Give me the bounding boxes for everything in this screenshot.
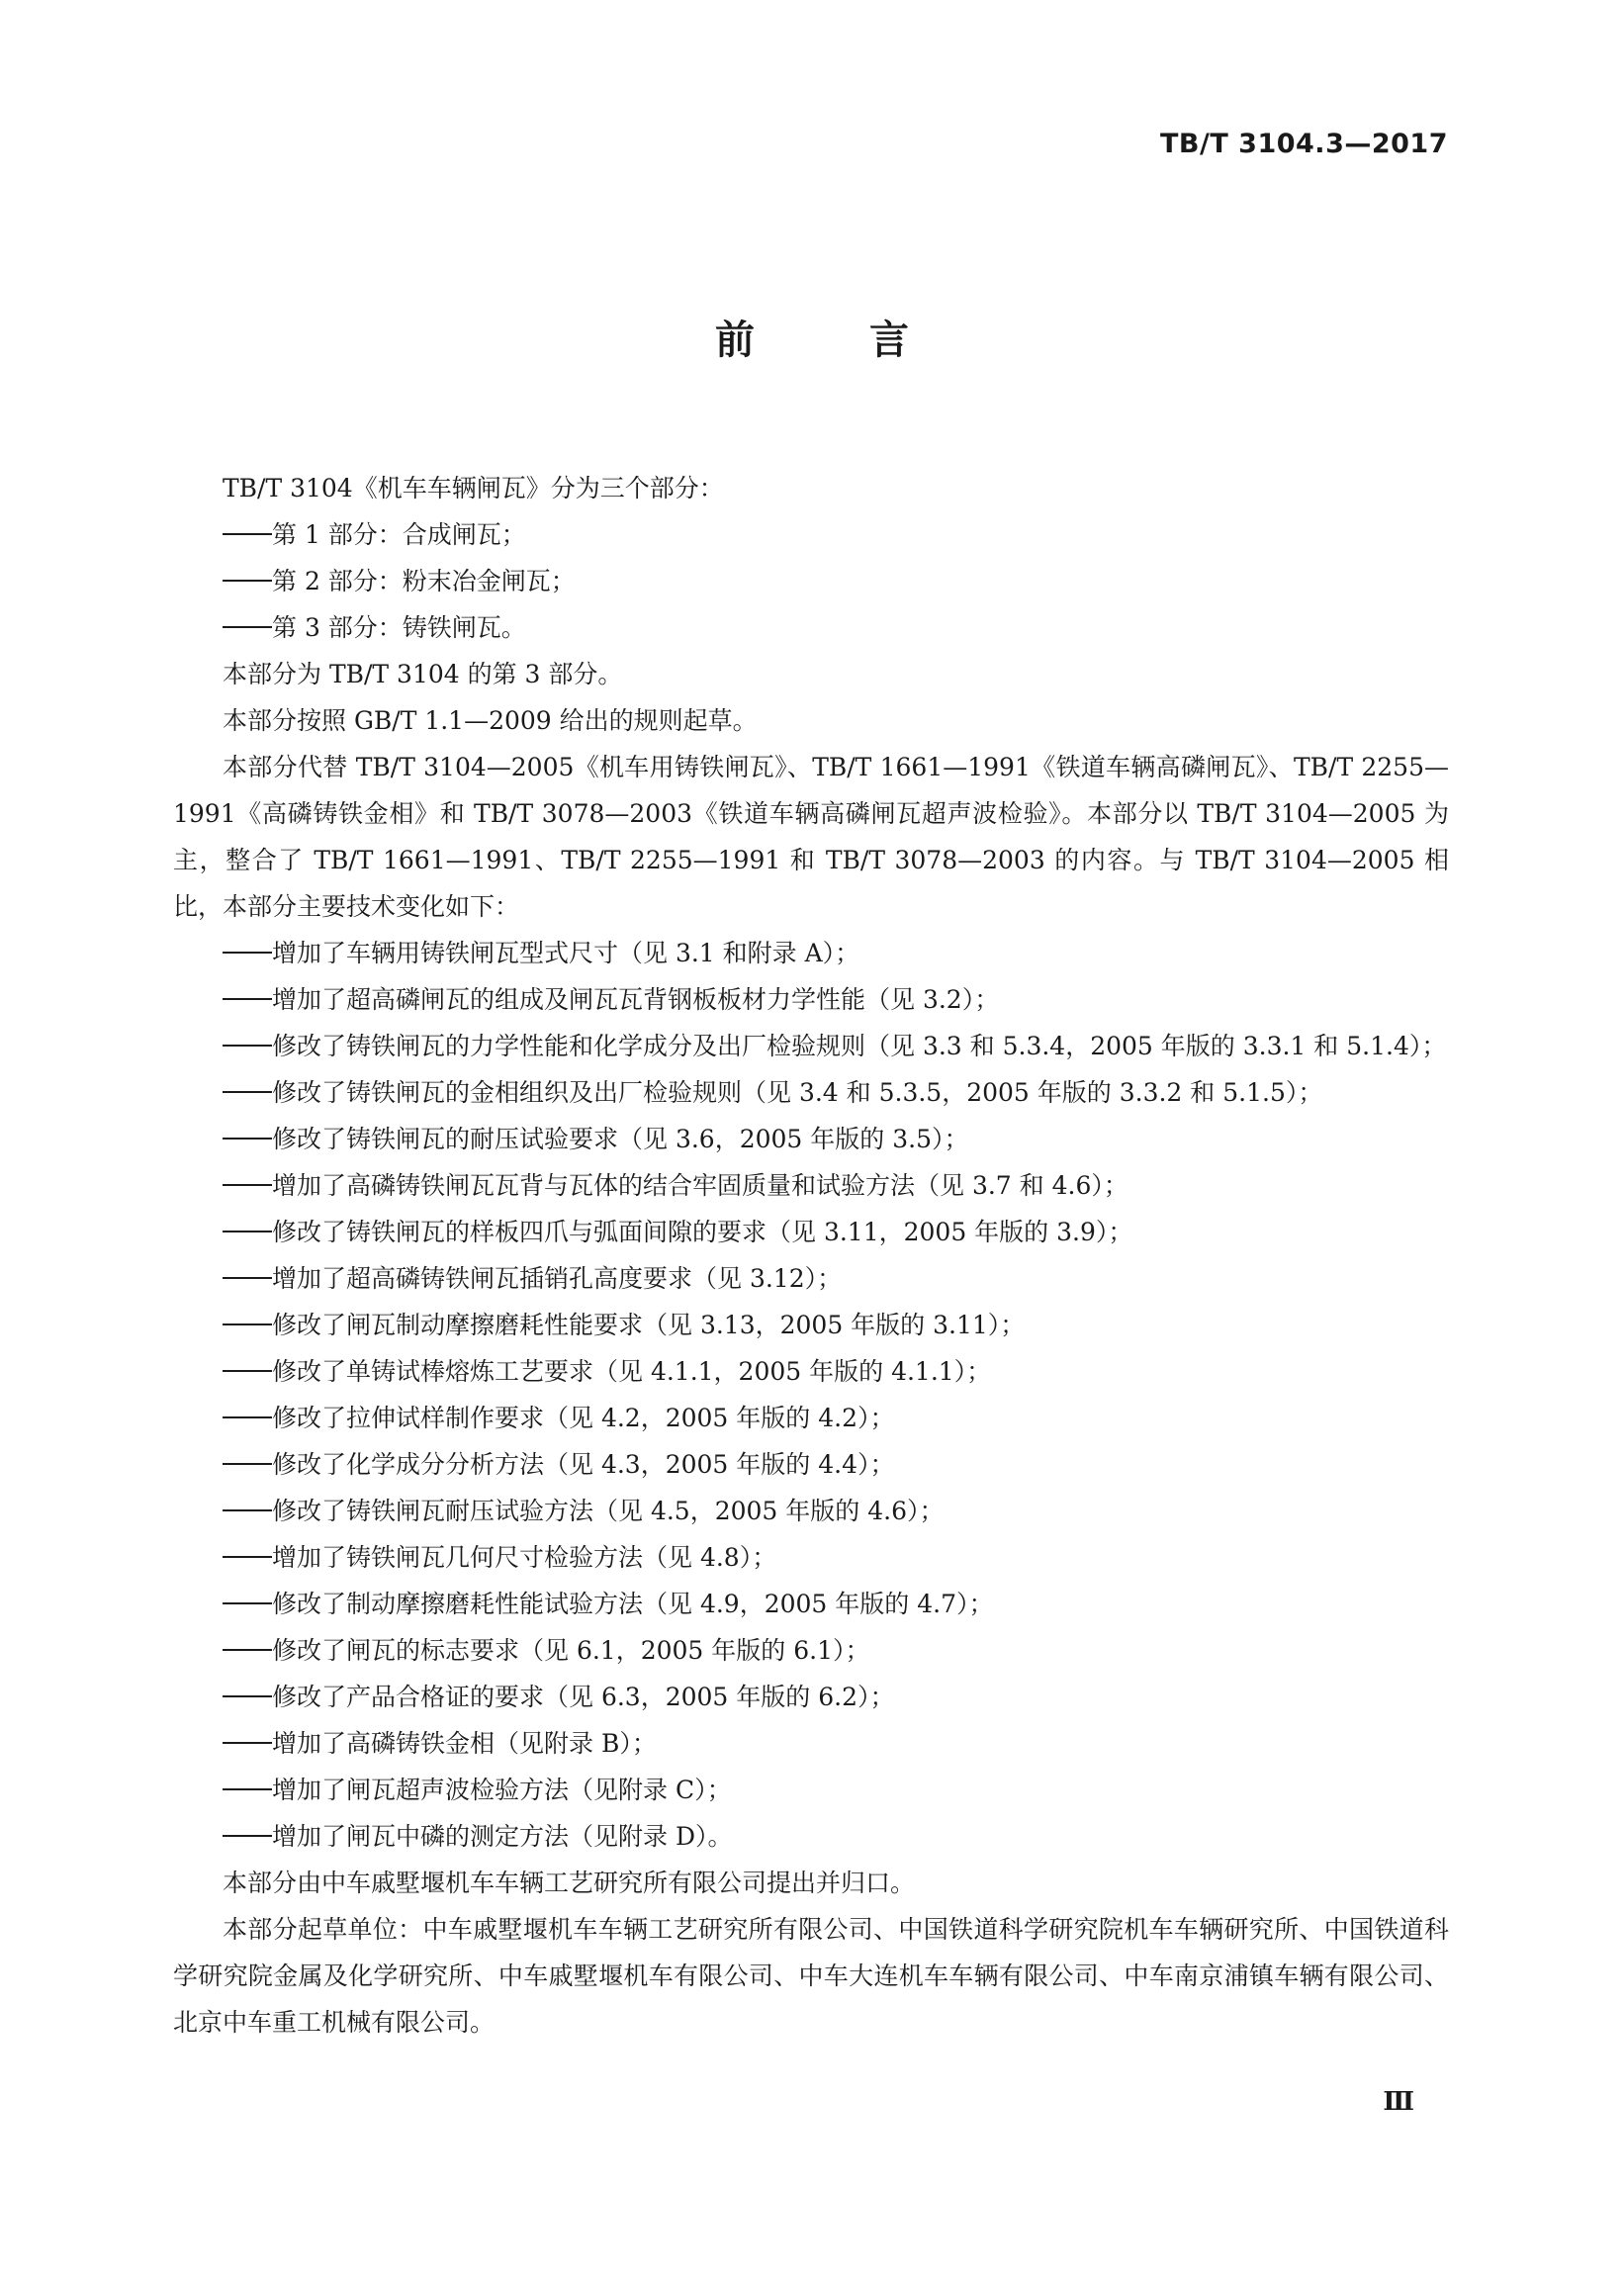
paragraph-drafting-rules: 本部分按照 GB/T 1.1—2009 给出的规则起草。 [223,706,758,735]
em-dash [223,1835,272,1837]
em-dash [223,1231,272,1232]
em-dash [223,952,272,954]
standard-code-header: TB/T 3104.3—2017 [1159,129,1448,159]
list-item [173,1162,1449,1209]
list-item [173,1116,1449,1162]
list-item-text: 修改了单铸试棒熔炼工艺要求（见 4.1.1，2005 年版的 4.1.1）； [272,1357,992,1386]
list-item [173,1488,1449,1534]
list-item-text: 修改了拉伸试样制作要求（见 4.2，2005 年版的 4.2）； [272,1404,895,1432]
list-item [173,1674,1449,1720]
em-dash [223,1509,272,1511]
page-title: 前 言 [715,318,947,363]
list-item-text: 第 2 部分：粉末冶金闸瓦； [272,567,576,595]
list-item-text: 修改了闸瓦的标志要求（见 6.1，2005 年版的 6.1）； [272,1636,870,1665]
em-dash [223,998,272,1000]
list-item [173,1069,1449,1116]
em-dash [223,1602,272,1604]
list-item [173,1209,1449,1255]
em-dash [223,1649,272,1651]
list-item-text: 修改了铸铁闸瓦的力学性能和化学成分及出厂检验规则（见 3.3 和 5.3.4，2005 年版的 3.3.1 和 5.1.4）； [272,1032,1447,1060]
em-dash [223,626,272,628]
list-item-text: 增加了铸铁闸瓦几何尺寸检验方法（见 4.8）； [272,1543,777,1572]
list-item [173,976,1449,1023]
list-item [173,1348,1449,1395]
list-item-text: 修改了铸铁闸瓦的金相组织及出厂检验规则（见 3.4 和 5.3.5，2005 年版的 3.3.2 和 5.1.5）； [272,1078,1323,1107]
list-item-text: 修改了闸瓦制动摩擦磨耗性能要求（见 3.13，2005 年版的 3.11）； [272,1311,1026,1339]
em-dash [223,1370,272,1372]
list-item-text: 修改了铸铁闸瓦耐压试验方法（见 4.5，2005 年版的 4.6）； [272,1497,945,1525]
em-dash [223,1463,272,1465]
em-dash [223,1695,272,1697]
page-number: Ⅲ [1383,2087,1414,2117]
list-item [173,930,1449,976]
list-item-text: 修改了化学成分分析方法（见 4.3，2005 年版的 4.4）； [272,1450,895,1479]
em-dash [223,1138,272,1140]
list-item [173,1023,1449,1069]
list-item-part-3 [173,604,1449,651]
list-item-text: 增加了高磷铸铁闸瓦瓦背与瓦体的结合牢固质量和试验方法（见 3.7 和 4.6）； [272,1171,1128,1200]
list-item-text: 修改了铸铁闸瓦的样板四爪与弧面间隙的要求（见 3.11，2005 年版的 3.9）； [272,1218,1133,1246]
paragraph-part-scope: 本部分为 TB/T 3104 的第 3 部分。 [223,660,623,688]
em-dash [223,533,272,535]
list-item [173,1581,1449,1627]
list-item-text: 第 3 部分：铸铁闸瓦。 [272,613,526,642]
list-item-text: 增加了车辆用铸铁闸瓦型式尺寸（见 3.1 和附录 A）； [272,939,860,967]
em-dash [223,1184,272,1186]
paragraph-drafting-units: 本部分起草单位：中车戚墅堰机车车辆工艺研究所有限公司、中国铁道科学研究院机车车辆研究所、中国铁道科学研究院金属及化学研究所、中车戚墅堰机车有限公司、中车大连机车车辆有限公司、中车南京浦镇车辆有限公司、北京中车重工机械有限公司。 [173,1915,1449,2037]
em-dash [223,1742,272,1744]
em-dash [223,1277,272,1279]
list-item [173,1441,1449,1488]
list-item-text: 修改了制动摩擦磨耗性能试验方法（见 4.9，2005 年版的 4.7）； [272,1590,994,1618]
list-item-text: 增加了超高磷铸铁闸瓦插销孔高度要求（见 3.12）； [272,1264,843,1293]
list-item-text: 修改了产品合格证的要求（见 6.3，2005 年版的 6.2）； [272,1683,895,1711]
em-dash [223,1091,272,1093]
list-item [173,1534,1449,1581]
em-dash [223,1416,272,1418]
em-dash [223,1323,272,1325]
em-dash [223,1045,272,1047]
list-item [173,1302,1449,1348]
list-item-text: 增加了高磷铸铁金相（见附录 B）； [272,1729,657,1758]
em-dash [223,580,272,582]
foreword-body [173,465,1449,2046]
paragraph-replaces: 本部分代替 TB/T 3104—2005《机车用铸铁闸瓦》、TB/T 1661—1991《铁道车辆高磷闸瓦》、TB/T 2255—1991《高磷铸铁金相》和 TB/T 3078—2003《铁道车辆高磷闸瓦超声波检验》。本部分以 TB/T 3104—2005 为主，整合了 TB/T 1661—1991、TB/T 2255—1991 和 TB/T 3078—2003 的内容。与 TB/T 3104—2005 相比，本部分主要技术变化如下： [173,753,1449,921]
list-item [173,1813,1449,1860]
em-dash [223,1788,272,1790]
list-item [173,1627,1449,1674]
list-item [173,1255,1449,1302]
list-item-text: 修改了铸铁闸瓦的耐压试验要求（见 3.6，2005 年版的 3.5）； [272,1125,969,1153]
list-item [173,1395,1449,1441]
list-item-text: 增加了闸瓦超声波检验方法（见附录 C）； [272,1776,732,1804]
list-item [173,1767,1449,1813]
list-item-text: 增加了超高磷闸瓦的组成及闸瓦瓦背钢板板材力学性能（见 3.2）； [272,985,1000,1014]
paragraph-parts-intro: TB/T 3104《机车车辆闸瓦》分为三个部分： [223,474,724,502]
list-item [173,1720,1449,1767]
changes-list [173,930,1449,1860]
list-item-text: 第 1 部分：合成闸瓦； [272,520,526,549]
list-item-part-1 [173,511,1449,558]
paragraph-proposer: 本部分由中车戚墅堰机车车辆工艺研究所有限公司提出并归口。 [223,1869,916,1897]
em-dash [223,1556,272,1558]
list-item-text: 增加了闸瓦中磷的测定方法（见附录 D）。 [272,1822,733,1851]
list-item-part-2 [173,558,1449,604]
